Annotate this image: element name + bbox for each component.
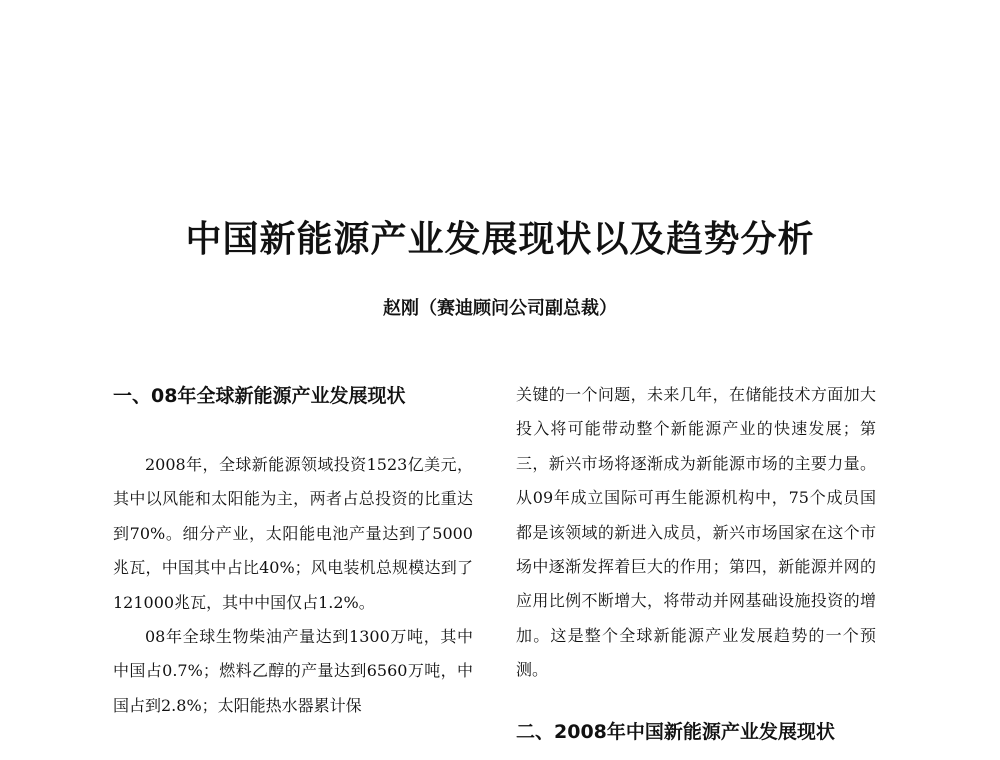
right-column	[516, 378, 876, 750]
author-line: 赵刚（赛迪顾问公司副总裁）	[383, 298, 617, 319]
paragraph-trends: 关键的一个问题，未来几年，在储能技术方面加大投入将可能带动整个新能源产业的快速发展；第三，新兴市场将逐渐成为新能源市场的主要力量。从09年成立国际可再生能源机构中，75个成员国都是该领域的新进入成员，新兴市场国家在这个市场中逐渐发挥着巨大的作用；第四，新能源并网的应用比例不断增大，将带动并网基础设施投资的增加。这是整个全球新能源产业发展趋势的一个预测。	[516, 385, 876, 680]
section-heading-2: 二、2008年中国新能源产业发展现状	[516, 720, 835, 743]
article-title: 中国新能源产业发展现状以及趋势分析	[185, 219, 815, 260]
section-heading-1: 一、08年全球新能源产业发展现状	[113, 385, 406, 407]
paragraph-biofuel: 08年全球生物柴油产量达到1300万吨，其中中国占0.7%；燃料乙醇的产量达到6560万吨，中国占到2.8%；太阳能热水器累计保	[113, 627, 473, 715]
paragraph-global-investment: 2008年，全球新能源领域投资1523亿美元，其中以风能和太阳能为主，两者占总投资的比重达到70%。细分产业，太阳能电池产量达到了5000兆瓦，中国其中占比40%；风电装机总规模达到了121000兆瓦，其中中国仅占1.2%。	[113, 455, 473, 612]
left-column	[113, 378, 473, 723]
